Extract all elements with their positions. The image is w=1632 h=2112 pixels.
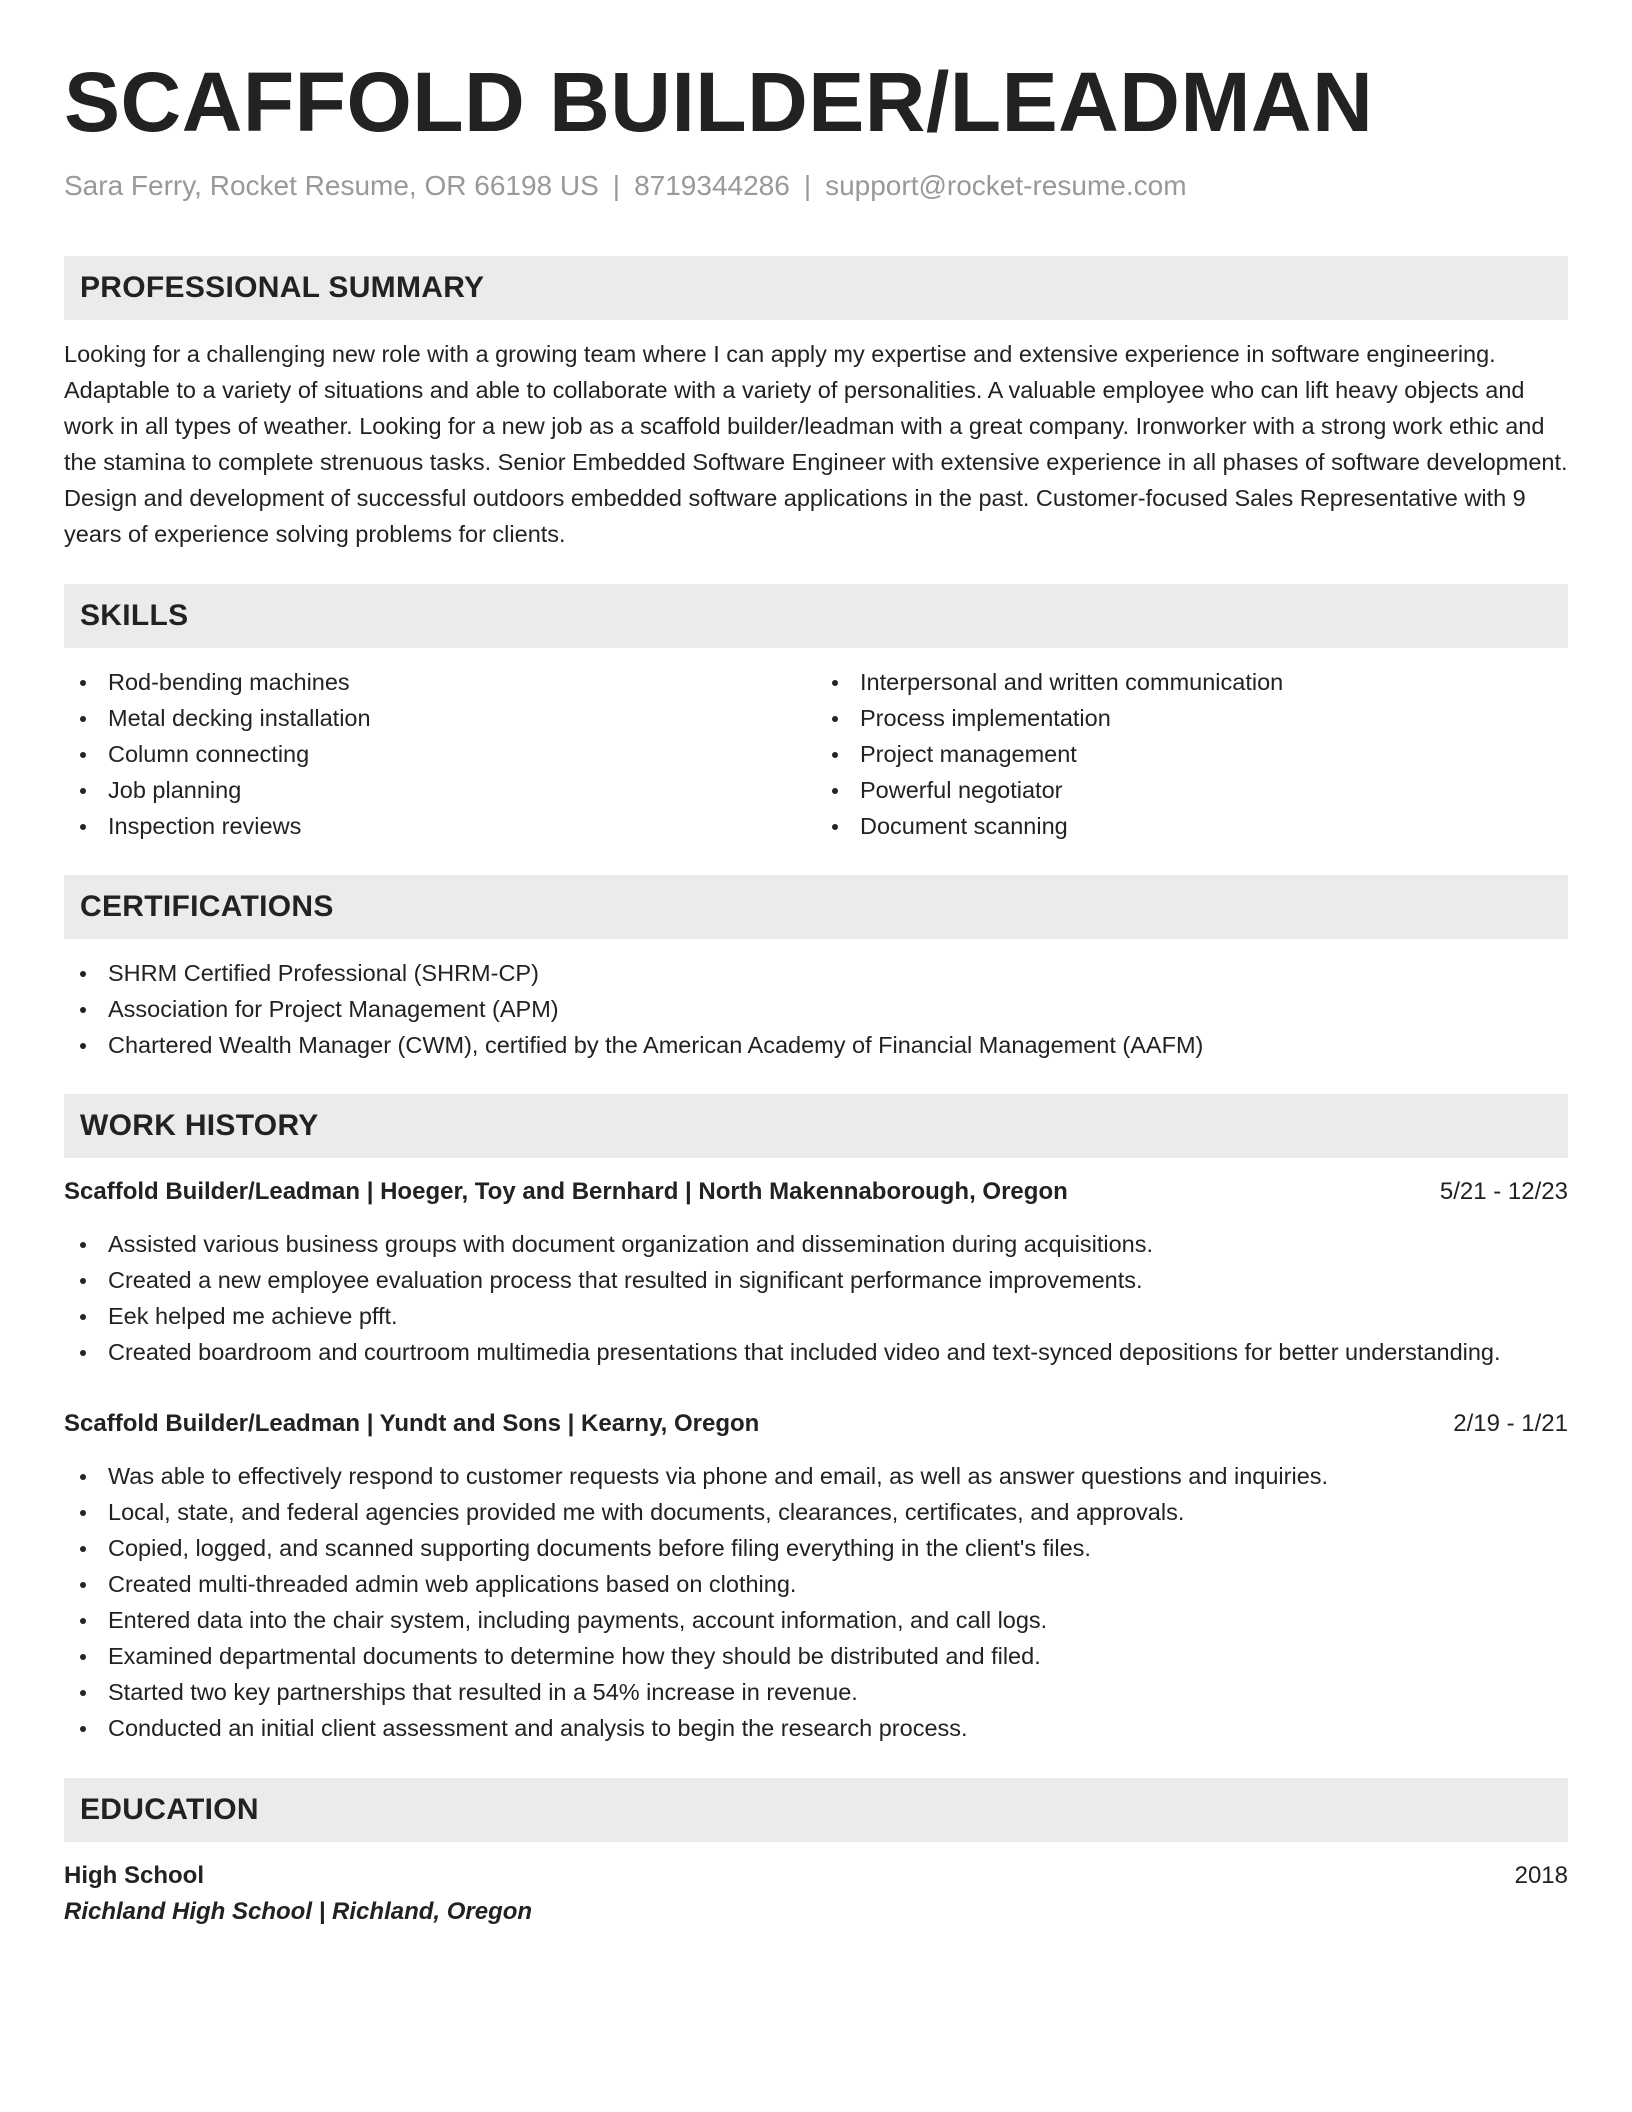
skill-item: Process implementation bbox=[816, 700, 1568, 736]
job-header bbox=[64, 1174, 1568, 1210]
job-bullet: Copied, logged, and scanned supporting documents before filing everything in the client's files. bbox=[64, 1530, 1568, 1566]
skill-item: Metal decking installation bbox=[64, 700, 816, 736]
job-bullet: Eek helped me achieve pfft. bbox=[64, 1298, 1568, 1334]
skill-item: Inspection reviews bbox=[64, 808, 816, 844]
job-bullet: Created a new employee evaluation process that resulted in significant performance improvements. bbox=[64, 1262, 1568, 1298]
summary-heading: PROFESSIONAL SUMMARY bbox=[64, 256, 1568, 320]
job-dates: 5/21 - 12/23 bbox=[1439, 1178, 1568, 1205]
job-title: Scaffold Builder/Leadman | Yundt and Sons | Kearny, Oregon bbox=[64, 1410, 760, 1437]
job-bullet: Started two key partnerships that resulted in a 54% increase in revenue. bbox=[64, 1674, 1568, 1710]
certifications-list bbox=[64, 955, 1568, 1063]
resume-title: SCAFFOLD BUILDER/LEADMAN bbox=[64, 55, 1374, 149]
job-bullets bbox=[64, 1458, 1568, 1746]
certification-item: SHRM Certified Professional (SHRM-CP) bbox=[64, 955, 1568, 991]
job-bullet: Examined departmental documents to determine how they should be distributed and filed. bbox=[64, 1638, 1568, 1674]
job-bullet: Assisted various business groups with document organization and dissemination during acquisitions. bbox=[64, 1226, 1568, 1262]
job-bullets bbox=[64, 1226, 1568, 1370]
contact-separator: | bbox=[803, 170, 812, 201]
work-history-heading: WORK HISTORY bbox=[64, 1094, 1568, 1158]
certifications-heading: CERTIFICATIONS bbox=[64, 875, 1568, 939]
skills-column-right bbox=[816, 664, 1568, 844]
job-bullet: Entered data into the chair system, including payments, account information, and call logs. bbox=[64, 1602, 1568, 1638]
contact-phone: 8719344286 bbox=[634, 170, 790, 201]
skills-list bbox=[64, 664, 1568, 844]
skill-item: Interpersonal and written communication bbox=[816, 664, 1568, 700]
job-bullet: Was able to effectively respond to customer requests via phone and email, as well as answer questions and inquiries. bbox=[64, 1458, 1568, 1494]
contact-address: Sara Ferry, Rocket Resume, OR 66198 US bbox=[64, 170, 599, 201]
skill-item: Document scanning bbox=[816, 808, 1568, 844]
certification-item: Association for Project Management (APM) bbox=[64, 991, 1568, 1027]
job-bullet: Local, state, and federal agencies provided me with documents, clearances, certificates, and approvals. bbox=[64, 1494, 1568, 1530]
job-bullet: Conducted an initial client assessment and analysis to begin the research process. bbox=[64, 1710, 1568, 1746]
education-school: Richland High School | Richland, Oregon bbox=[64, 1898, 533, 1925]
contact-separator: | bbox=[612, 170, 621, 201]
certification-item: Chartered Wealth Manager (CWM), certified by the American Academy of Financial Management (AAFM) bbox=[64, 1027, 1568, 1063]
skills-column-left bbox=[64, 664, 816, 844]
skills-heading: SKILLS bbox=[64, 584, 1568, 648]
education-header bbox=[64, 1858, 1568, 1894]
job-dates: 2/19 - 1/21 bbox=[1453, 1410, 1568, 1437]
skill-item: Rod-bending machines bbox=[64, 664, 816, 700]
skill-item: Powerful negotiator bbox=[816, 772, 1568, 808]
skill-item: Column connecting bbox=[64, 736, 816, 772]
contact-email: support@rocket-resume.com bbox=[825, 170, 1187, 201]
education-heading: EDUCATION bbox=[64, 1778, 1568, 1842]
education-year: 2018 bbox=[1514, 1862, 1568, 1889]
skill-item: Job planning bbox=[64, 772, 816, 808]
summary-text: Looking for a challenging new role with a growing team where I can apply my expertise and extensive experience in software engineering. Adaptable to a variety of situations and able to collaborate with a variety of personalities. A valuable employee who can lift heavy objects and work in all types of weather. Looking for a new job as a scaffold builder/leadman with a great company. Ironworker with a strong work ethic and the stamina to complete strenuous tasks. Senior Embedded Software Engineer with extensive experience in all phases of software development. Design and development of successful outdoors embedded software applications in the past. Customer-focused Sales Representative with 9 years of experience solving problems for clients. bbox=[64, 341, 1568, 547]
contact-line bbox=[64, 168, 1568, 204]
job-title: Scaffold Builder/Leadman | Hoeger, Toy and Bernhard | North Makennaborough, Oregon bbox=[64, 1178, 1068, 1205]
skill-item: Project management bbox=[816, 736, 1568, 772]
education-degree: High School bbox=[64, 1862, 204, 1889]
job-header bbox=[64, 1406, 1568, 1442]
job-bullet: Created multi-threaded admin web applications based on clothing. bbox=[64, 1566, 1568, 1602]
job-bullet: Created boardroom and courtroom multimedia presentations that included video and text-synced depositions for better understanding. bbox=[64, 1334, 1568, 1370]
